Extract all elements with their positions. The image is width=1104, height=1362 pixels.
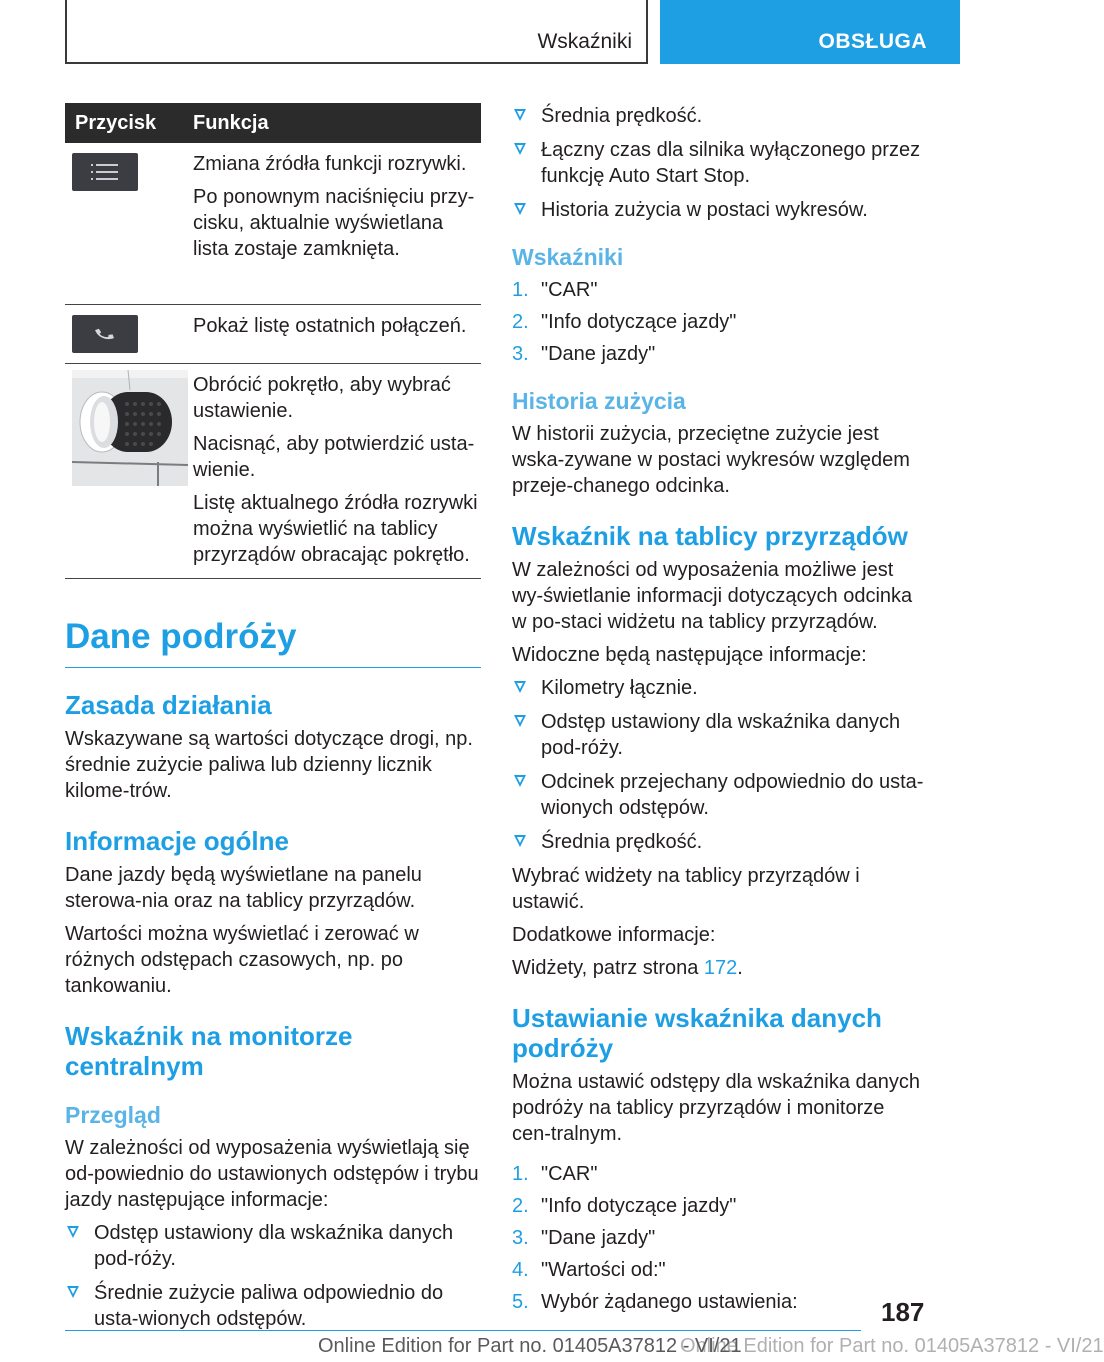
section-title: Wskaźniki (537, 30, 632, 53)
triangle-bullet-icon (514, 109, 526, 121)
chapter-tab-label: OBSŁUGA (818, 30, 927, 53)
list-item: Średnie zużycie paliwa odpowiednio do usta-wionych odstępów. (65, 1280, 481, 1332)
paragraph: Widoczne będą następujące informacje: (512, 644, 867, 666)
section-heading: Zasada działania (65, 689, 272, 720)
section-heading: Wskaźnik na tablicy przyrządów (512, 521, 908, 551)
right-column (512, 103, 926, 1323)
triangle-bullet-icon (514, 715, 526, 727)
list-item: Odcinek przejechany odpowiednio do usta-wionych odstępów. (512, 769, 926, 821)
paragraph: W historii zużycia, przeciętne zużycie jest wska-zywane w postaci wykresów względem przeje-chanego odcinka. (512, 423, 910, 497)
footer-divider (65, 1330, 861, 1331)
list-icon (72, 153, 138, 191)
table-cell-text: Pokaż listę ostatnich połączeń. (193, 314, 467, 337)
numbered-list (512, 1161, 926, 1315)
list-item: Łączny czas dla silnika wyłączonego przez funkcję Auto Start Stop. (512, 137, 926, 189)
paragraph: Wartości można wyświetlać i zerować w różnych odstępach czasowych, np. po tankowaniu. (65, 922, 419, 997)
table-row (65, 363, 481, 578)
rotary-knob-image (72, 370, 188, 486)
list-item: Odstęp ustawiony dla wskaźnika danych pod-róży. (512, 709, 926, 761)
button-function-table (65, 103, 481, 579)
list-item: Odstęp ustawiony dla wskaźnika danych pod-róży. (65, 1220, 481, 1272)
list-item: Średnia prędkość. (512, 103, 926, 129)
table-cell-text: Nacisnąć, aby potwierdzić usta-wienie. (193, 432, 475, 481)
column-header-button: Przycisk (65, 103, 193, 143)
watermark: Online Edition for Part no. 01405A37812 - VI/21 (680, 1335, 1104, 1357)
section-heading: Wskaźnik na monitorze centralnym (65, 1020, 353, 1081)
table-cell-text: Zmiana źródła funkcji rozrywki. (193, 153, 467, 175)
column-header-function: Funkcja (193, 103, 481, 143)
phone-icon (72, 315, 138, 353)
table-row (65, 304, 481, 363)
list-item: 5. Wybór żądanego ustawienia: (512, 1291, 798, 1313)
page-link[interactable]: 172 (703, 957, 738, 979)
paragraph: Wybrać widżety na tablicy przyrządów i ustawić. (512, 865, 860, 913)
triangle-bullet-icon (514, 203, 526, 215)
paragraph: Wskazywane są wartości dotyczące drogi, np. średnie zużycie paliwa lub dzienny licznik kilome-trów. (65, 727, 473, 802)
triangle-bullet-icon (67, 1286, 79, 1298)
list-item: Kilometry łącznie. (512, 675, 926, 701)
table-cell-text: Obrócić pokrętło, aby wybrać ustawienie. (193, 373, 451, 422)
table-cell-text: Po ponownym naciśnięciu przy-cisku, aktualnie wyświetlana lista zostaje zamknięta. (193, 186, 475, 260)
bullet-list (65, 1220, 481, 1332)
list-item: 4. "Wartości od:" (512, 1259, 666, 1281)
paragraph: W zależności od wyposażenia możliwe jest wy-świetlanie informacji dotyczących odcinka w po-staci widżetu na tablicy przyrządów. (512, 559, 913, 633)
subsection-heading: Historia zużycia (512, 388, 686, 414)
paragraph: Dane jazdy będą wyświetlane na panelu sterowa-nia oraz na tablicy przyrządów. (65, 863, 422, 912)
triangle-bullet-icon (514, 835, 526, 847)
chapter-heading: Dane podróży (65, 579, 481, 668)
triangle-bullet-icon (514, 775, 526, 787)
paragraph: Można ustawić odstępy dla wskaźnika danych podróży na tablicy przyrządów i monitorze cen-tralnym. (512, 1071, 920, 1145)
list-item: 2. "Info dotyczące jazdy" (512, 1195, 737, 1217)
section-heading: Ustawianie wskaźnika danych podróży (512, 1003, 882, 1063)
table-cell-text: Listę aktualnego źródła rozrywki można wyświetlić na tablicy przyrządów obracając pokrętło. (193, 491, 478, 566)
subsection-heading: Przegląd (65, 1101, 161, 1128)
paragraph: W zależności od wyposażenia wyświetlają się od-powiednio do ustawionych odstępów i trybu jazdy następujące informacje: (65, 1136, 479, 1211)
list-item: 2. "Info dotyczące jazdy" (512, 311, 737, 333)
page-number: 187 (881, 1297, 925, 1327)
chapter-tab[interactable] (660, 0, 960, 64)
list-item: Historia zużycia w postaci wykresów. (512, 197, 926, 223)
subsection-heading: Wskaźniki (512, 244, 624, 270)
numbered-list (512, 277, 926, 367)
left-column (65, 103, 481, 1340)
table-header-row (65, 103, 481, 143)
list-item: 3. "Dane jazdy" (512, 1227, 656, 1249)
list-item: Średnia prędkość. (512, 829, 926, 855)
triangle-bullet-icon (67, 1226, 79, 1238)
list-item: 1. "CAR" (512, 1163, 598, 1185)
table-row (65, 143, 481, 304)
bullet-list (512, 675, 926, 855)
list-item: 3. "Dane jazdy" (512, 343, 656, 365)
footer-edition: Online Edition for Part no. 01405A37812 - VI/21 (318, 1335, 742, 1357)
triangle-bullet-icon (514, 681, 526, 693)
header-frame (65, 0, 648, 64)
paragraph: Widżety, patrz strona 172. (512, 957, 743, 979)
bullet-list (512, 103, 926, 223)
triangle-bullet-icon (514, 143, 526, 155)
section-heading: Informacje ogólne (65, 825, 289, 856)
paragraph: Dodatkowe informacje: (512, 924, 716, 946)
list-item: 1. "CAR" (512, 279, 598, 301)
